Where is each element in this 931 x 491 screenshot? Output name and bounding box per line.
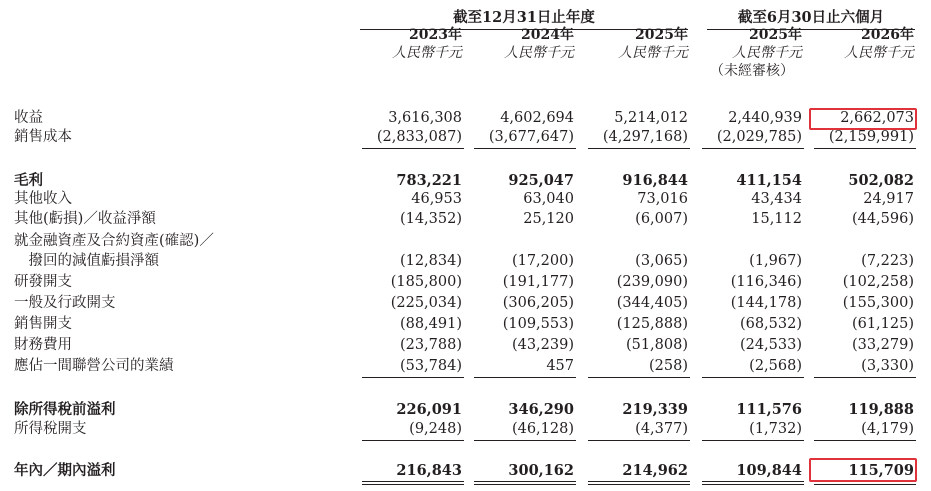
row-value: (191,177) [502, 274, 574, 290]
row-value: 24,917 [863, 191, 914, 207]
row-value: (116,346) [730, 274, 802, 290]
row-value: (88,491) [399, 316, 462, 332]
half-year-period-label: 截至6月30日止六個月 [737, 9, 885, 26]
row-value: (53,784) [399, 358, 462, 374]
row-value: (258) [649, 358, 688, 374]
row-value: 346,290 [508, 401, 574, 418]
subtotal-rule [588, 377, 690, 378]
row-value: (24,533) [739, 337, 802, 353]
row-value: (144,178) [730, 295, 802, 311]
column-header-2026-h1 [814, 26, 914, 62]
row-value: 111,576 [736, 401, 802, 418]
subtotal-rule [588, 440, 690, 441]
row-value: (102,258) [842, 274, 914, 290]
row-label: 銷售成本 [14, 129, 72, 145]
column-year: 2026年 [861, 27, 914, 43]
row-value: 783,221 [396, 172, 462, 189]
column-unit: 人民幣千元 [618, 45, 688, 61]
row-value: 925,047 [508, 172, 574, 189]
revenue-2026-highlight [809, 108, 917, 130]
profit-2026-highlight [809, 458, 917, 482]
row-value: (225,034) [390, 295, 462, 311]
column-header-2023 [362, 26, 462, 62]
row-value: 63,040 [523, 191, 574, 207]
row-value: 457 [546, 358, 574, 374]
row-value: (46,128) [511, 421, 574, 437]
column-unit: 人民幣千元 [732, 45, 802, 61]
row-value: (12,834) [399, 253, 462, 269]
row-value: (2,159,991) [828, 129, 914, 145]
row-label: 所得稅開支 [14, 421, 87, 437]
row-value: (68,532) [739, 316, 802, 332]
column-header-2025-h1 [702, 26, 802, 80]
row-value: (1,967) [749, 253, 802, 269]
column-header-2025 [586, 26, 688, 62]
row-value: (51,808) [625, 337, 688, 353]
total-double-rule [702, 481, 804, 485]
row-value: (239,090) [616, 274, 688, 290]
row-value: 15,112 [751, 211, 802, 227]
subtotal-rule [362, 440, 464, 441]
row-value: (23,788) [399, 337, 462, 353]
subtotal-rule [362, 148, 464, 149]
row-value: 109,844 [736, 462, 802, 479]
subtotal-rule [474, 440, 576, 441]
row-label: 銷售開支 [14, 316, 72, 332]
row-value: (14,352) [399, 211, 462, 227]
row-label: 其他收入 [14, 191, 72, 207]
row-label: 年內／期內溢利 [14, 462, 116, 479]
row-label: 一般及行政開支 [14, 295, 116, 311]
row-value: (2,833,087) [376, 129, 462, 145]
row-value: (33,279) [851, 337, 914, 353]
row-value: 2,662,073 [840, 110, 914, 126]
row-value: (3,330) [861, 358, 914, 374]
column-year: 2024年 [521, 27, 574, 43]
row-value: (306,205) [502, 295, 574, 311]
row-value: (3,677,647) [488, 129, 574, 145]
column-year: 2025年 [635, 27, 688, 43]
row-label: 財務費用 [14, 337, 72, 353]
row-label: 其他(虧損)／收益淨額 [14, 211, 156, 227]
subtotal-rule [702, 440, 804, 441]
subtotal-rule [702, 148, 804, 149]
row-value: 502,082 [848, 172, 914, 189]
total-double-rule [474, 481, 576, 485]
row-value: 4,602,694 [500, 110, 574, 126]
row-value: (1,732) [749, 421, 802, 437]
row-value: 3,616,308 [388, 110, 462, 126]
subtotal-rule [588, 148, 690, 149]
subtotal-rule [362, 377, 464, 378]
subtotal-rule [814, 377, 916, 378]
row-value: (125,888) [616, 316, 688, 332]
row-value: (17,200) [511, 253, 574, 269]
subtotal-rule [702, 377, 804, 378]
column-year: 2023年 [409, 27, 462, 43]
row-value: 5,214,012 [614, 110, 688, 126]
row-value: 43,434 [751, 191, 802, 207]
row-value: 216,843 [396, 462, 462, 479]
column-unit: 人民幣千元 [392, 45, 462, 61]
row-value: (2,568) [749, 358, 802, 374]
column-unit: 人民幣千元 [504, 45, 574, 61]
subtotal-rule [474, 377, 576, 378]
subtotal-rule [474, 148, 576, 149]
row-label: 收益 [14, 110, 43, 126]
row-value: (9,248) [409, 421, 462, 437]
row-label: 應佔一間聯營公司的業績 [14, 358, 174, 374]
row-value: 115,709 [848, 462, 914, 479]
row-label: 除所得稅前溢利 [14, 401, 116, 418]
unaudited-note: （未經審核） [710, 63, 794, 79]
total-double-rule [362, 481, 464, 485]
row-value: 226,091 [396, 401, 462, 418]
row-value: (43,239) [511, 337, 574, 353]
total-double-rule [588, 481, 690, 485]
row-value: (4,377) [635, 421, 688, 437]
row-value: (344,405) [616, 295, 688, 311]
row-value: 2,440,939 [728, 110, 802, 126]
row-value: (155,300) [842, 295, 914, 311]
row-value: (2,029,785) [716, 129, 802, 145]
row-value: 411,154 [736, 172, 802, 189]
row-value: (4,297,168) [602, 129, 688, 145]
row-value: (109,553) [502, 316, 574, 332]
row-value: 119,888 [848, 401, 914, 418]
row-label: 就金融資產及合約資產(確認)／ [14, 233, 214, 249]
row-value: (3,065) [635, 253, 688, 269]
row-value: 916,844 [622, 172, 688, 189]
row-value: (4,179) [861, 421, 914, 437]
row-value: 300,162 [508, 462, 574, 479]
row-value: (6,007) [635, 211, 688, 227]
row-value: (44,596) [851, 211, 914, 227]
row-value: (185,800) [390, 274, 462, 290]
row-value: (61,125) [851, 316, 914, 332]
subtotal-rule [814, 148, 916, 149]
column-year: 2025年 [749, 27, 802, 43]
row-value: 73,016 [637, 191, 688, 207]
row-label: 撥回的減值虧損淨額 [14, 253, 159, 269]
column-unit: 人民幣千元 [844, 45, 914, 61]
subtotal-rule [814, 440, 916, 441]
row-value: 219,339 [622, 401, 688, 418]
row-label: 研發開支 [14, 274, 72, 290]
column-header-2024 [474, 26, 574, 62]
row-value: 214,962 [622, 462, 688, 479]
row-value: (7,223) [861, 253, 914, 269]
row-value: 46,953 [411, 191, 462, 207]
row-value: 25,120 [523, 211, 574, 227]
row-label: 毛利 [14, 172, 43, 189]
annual-period-label: 截至12月31日止年度 [453, 9, 595, 26]
